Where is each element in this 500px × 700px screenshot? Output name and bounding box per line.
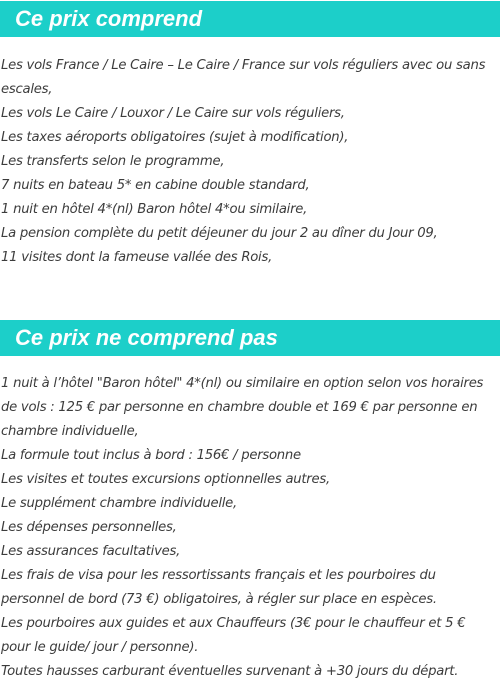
- included-list: [0, 54, 500, 270]
- excluded-section-title: Ce prix ne comprend pas: [0, 320, 500, 356]
- included-item: Les taxes aéroports obligatoires (sujet à modification),: [1, 130, 349, 145]
- included-section-title: Ce prix comprend: [0, 1, 500, 37]
- excluded-item: Les visites et toutes excursions optionnelles autres,: [1, 472, 330, 487]
- included-item: 11 visites dont la fameuse vallée des Rois,: [1, 250, 273, 265]
- excluded-item: 1 nuit à l’hôtel "Baron hôtel" 4*(nl) ou similaire en option selon vos horaires de vols : 125 € par personne en chambre double et 169 € par personne en chambre individuelle,: [1, 376, 484, 439]
- excluded-item: Toutes hausses carburant éventuelles survenant à +30 jours du départ.: [1, 664, 459, 679]
- excluded-item: Le supplément chambre individuelle,: [1, 496, 237, 511]
- excluded-item: La formule tout inclus à bord : 156€ / personne: [1, 448, 301, 463]
- excluded-item: Les frais de visa pour les ressortissants français et les pourboires du personnel de bord (73 €) obligatoires, à régler sur place en espèces.: [1, 568, 437, 607]
- excluded-list: [0, 372, 500, 684]
- excluded-item: Les assurances facultatives,: [1, 544, 181, 559]
- included-item: La pension complète du petit déjeuner du jour 2 au dîner du Jour 09,: [1, 226, 438, 241]
- included-item: Les transferts selon le programme,: [1, 154, 225, 169]
- included-item: 1 nuit en hôtel 4*(nl) Baron hôtel 4*ou similaire,: [1, 202, 308, 217]
- included-item: Les vols Le Caire / Louxor / Le Caire sur vols réguliers,: [1, 106, 345, 121]
- included-item: 7 nuits en bateau 5* en cabine double standard,: [1, 178, 310, 193]
- excluded-item: Les dépenses personnelles,: [1, 520, 177, 535]
- included-item: Les vols France / Le Caire – Le Caire / France sur vols réguliers avec ou sans escales,: [1, 58, 486, 97]
- excluded-item: Les pourboires aux guides et aux Chauffeurs (3€ pour le chauffeur et 5 € pour le guide/ jour / personne).: [1, 616, 466, 655]
